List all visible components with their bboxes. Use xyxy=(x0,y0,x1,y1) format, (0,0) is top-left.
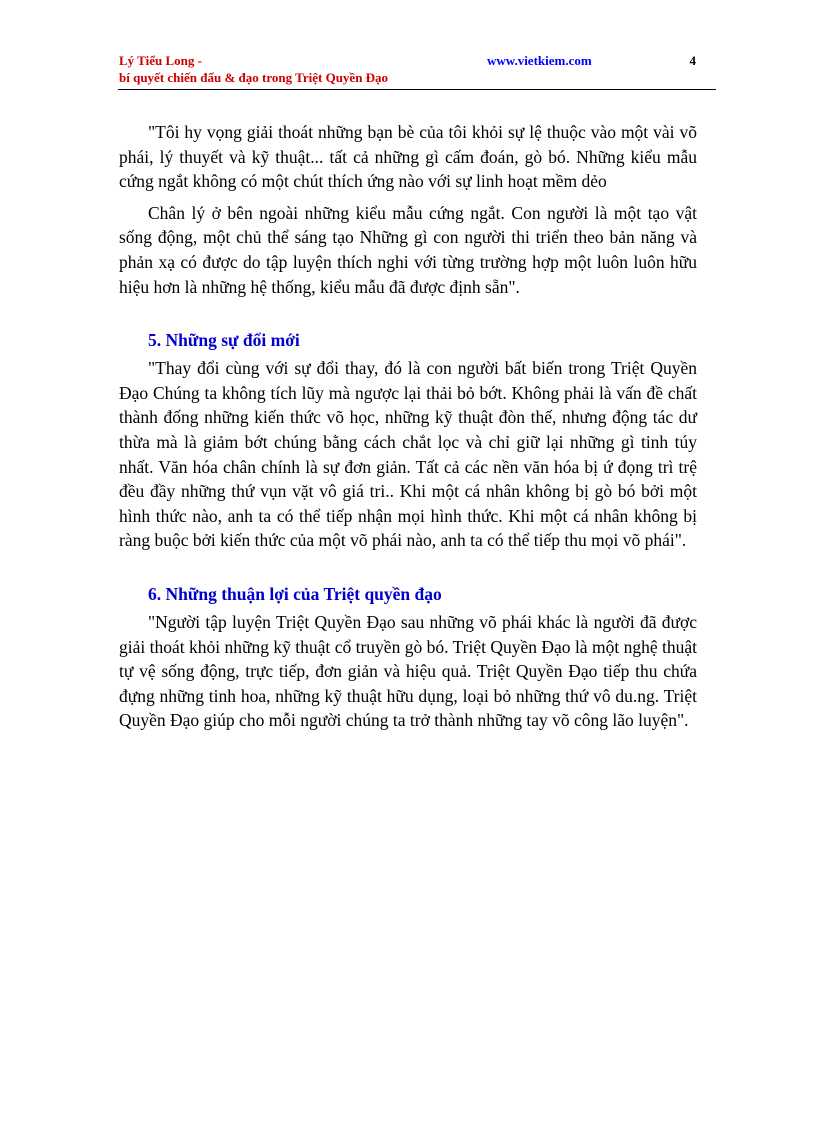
paragraph: "Tôi hy vọng giải thoát những bạn bè của tôi khỏi sự lệ thuộc vào một vài võ phái, lý thuyết và kỹ thuật... tất cả những gì cấm đoán, gò bó. Những kiểu mẫu cứng ngắt không có một chút thích ứng nào với sự linh hoạt mềm dẻo xyxy=(119,122,697,192)
header-subtitle: bí quyết chiến đấu & đạo trong Triệt Quyền Đạo xyxy=(119,70,389,85)
document-body xyxy=(119,120,697,733)
paragraph: "Người tập luyện Triệt Quyền Đạo sau những võ phái khác là người đã được giải thoát khỏi những kỹ thuật cổ truyền gò bó. Triệt Quyền Đạo là một nghệ thuật tự vệ sống động, trực tiếp, đơn giản và hiệu quả. Triệt Quyền Đạo tiếp thu chứa đựng những tinh hoa, những kỹ thuật hữu dụng, loại bỏ những thứ vô du.ng. Triệt Quyền Đạo giúp cho mỗi người chúng ta trở thành những tay võ công lão luyện". xyxy=(119,611,697,731)
section-heading: 5. Những sự đổi mới xyxy=(148,330,300,351)
header-title-block xyxy=(119,52,388,86)
section-heading: 6. Những thuận lợi của Triệt quyền đạo xyxy=(148,583,442,604)
header-divider xyxy=(118,89,716,90)
page-number: 4 xyxy=(689,53,696,68)
header-author: Lý Tiểu Long - xyxy=(119,53,202,68)
header-website-link[interactable]: www.vietkiem.com xyxy=(487,53,592,68)
paragraph: Chân lý ở bên ngoài những kiểu mẫu cứng ngắt. Con người là một tạo vật sống động, một chủ thể sáng tạo Những gì con người thi triển theo bản năng và phản xạ có được do tập luyện thích nghi với từng trường hợp một luôn luôn hữu hiệu hơn là những hệ thống, kiểu mẫu đã được định sẵn". xyxy=(119,202,697,297)
page-header xyxy=(119,52,716,90)
paragraph: "Thay đổi cùng với sự đổi thay, đó là con người bất biến trong Triệt Quyền Đạo Chúng ta không tích lũy mà ngược lại thải bỏ bớt. Không phải là vấn đề chất thành đống những kiến thức võ học, những kỹ thuật đòn thế, nhưng động tác dư thừa mà là giảm bớt chúng bằng cách chắt lọc và chỉ giữ lại những gì tinh túy nhất. Văn hóa chân chính là sự đơn giản. Tất cả các nền văn hóa bị ứ đọng trì trệ đều đầy những thứ vụn vặt vô giá tri.. Khi một cá nhân không bị gò bó bởi một hình thức nào, anh ta có thể tiếp nhận mọi hình thức. Khi một cá nhân không bị ràng buộc bởi kiến thức của một võ phái nào, anh ta có thể tiếp thu mọi võ phái". xyxy=(119,358,697,551)
